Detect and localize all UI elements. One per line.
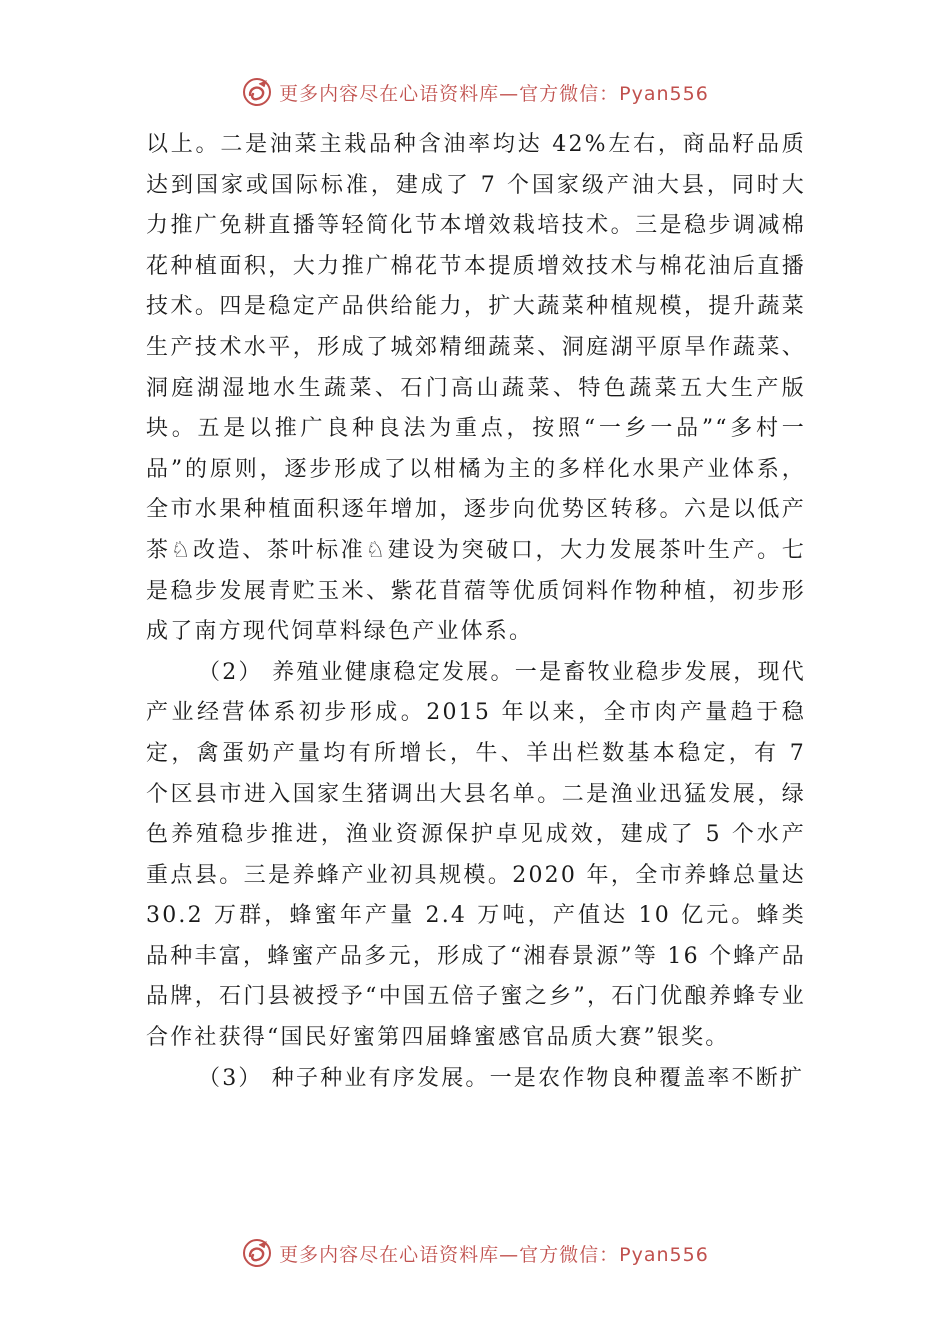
- ribbon-heart-logo-icon: [241, 76, 273, 108]
- footer-banner: [0, 1231, 950, 1275]
- paragraph-2: （2） 养殖业健康稳定发展。一是畜牧业稳步发展，现代产业经营体系初步形成。2015 年以来，全市肉产量趋于稳定，禽蛋奶产量均有所增长，牛、羊出栏数基本稳定，有 7 个区县市进入国家生猪调出大县名单。二是渔业迅猛发展，绿色养殖稳步推进，渔业资源保护卓见成效，建成了 5 个水产重点县。三是养蜂产业初具规模。2020 年，全市养蜂总量达 30.2 万群，蜂蜜年产量 2.4 万吨，产值达 10 亿元。蜂类品种丰富，蜂蜜产品多元，形成了“湘春景源”等 16 个蜂产品品牌，石门县被授予“中国五倍子蜜之乡”，石门优酿养蜂专业合作社获得“国民好蜜第四届蜂蜜感官品质大赛”银奖。: [146, 659, 806, 1051]
- header-banner: [0, 70, 950, 114]
- footer-banner-text: 更多内容尽在心语资料库—官方微信：Pyan556: [279, 1243, 709, 1266]
- paragraph-1: 以上。二是油菜主栽品种含油率均达 42%左右，商品籽品质达到国家或国际标准，建成了 7 个国家级产油大县，同时大力推广免耕直播等轻简化节本增效栽培技术。三是稳步调减棉花种植面积，大力推广棉花节本提质增效技术与棉花油后直播技术。四是稳定产品供给能力，扩大蔬菜种植规模，提升蔬菜生产技术水平，形成了城郊精细蔬菜、洞庭湖平原旱作蔬菜、洞庭湖湿地水生蔬菜、石门高山蔬菜、特色蔬菜五大生产版块。五是以推广良种良法为重点，按照“一乡一品”“多村一品”的原则，逐步形成了以柑橘为主的多样化水果产业体系，全市水果种植面积逐年增加，逐步向优势区转移。六是以低产茶♘改造、茶叶标准♘建设为突破口，大力发展茶叶生产。七是稳步发展青贮玉米、紫花苜蓿等优质饲料作物种植，初步形成了南方现代饲草料绿色产业体系。: [146, 132, 806, 645]
- ribbon-heart-logo-icon: [241, 1237, 273, 1269]
- paragraph-3: （3） 种子种业有序发展。一是农作物良种覆盖率不断扩: [198, 1065, 805, 1091]
- document-body: [146, 125, 806, 1099]
- header-banner-text: 更多内容尽在心语资料库—官方微信：Pyan556: [279, 82, 709, 105]
